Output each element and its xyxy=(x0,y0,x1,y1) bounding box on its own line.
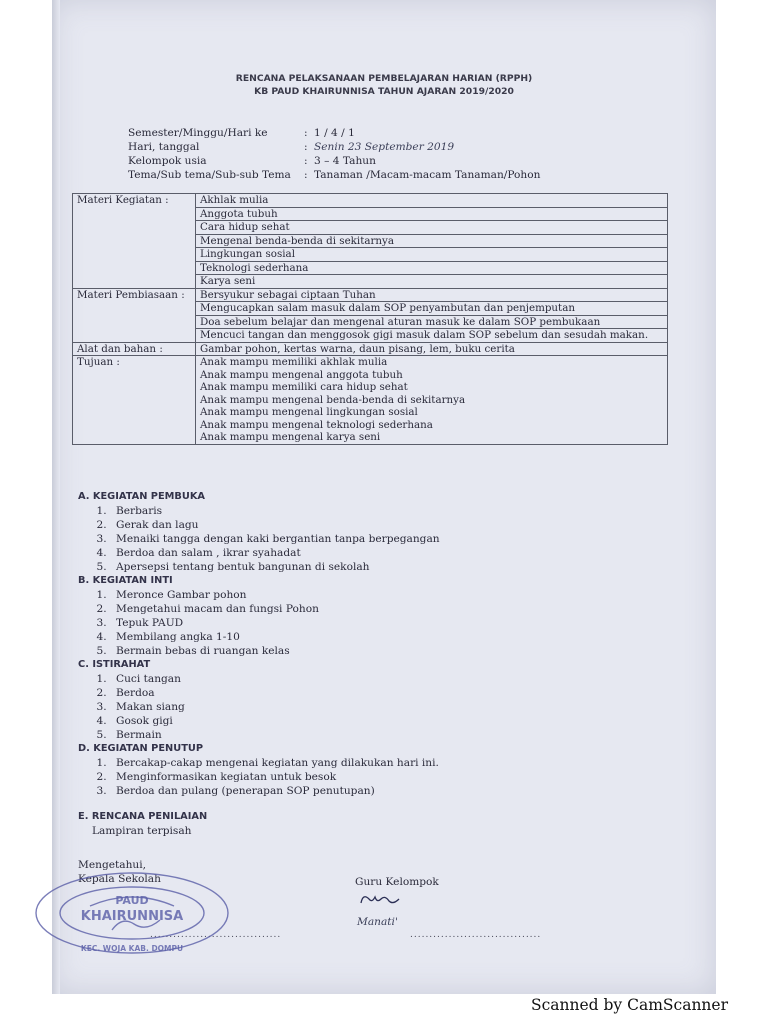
section-block xyxy=(78,742,638,798)
list-item: 3. Tepuk PAUD xyxy=(110,616,638,630)
info-value: Tanaman /Macam-macam Tanaman/Pohon xyxy=(314,169,541,181)
row-label-empty xyxy=(73,431,196,444)
table-row xyxy=(73,248,668,262)
table-row xyxy=(73,431,668,444)
row-label: Materi Pembiasaan : xyxy=(73,288,196,302)
row-value: Anak mampu memiliki cara hidup sehat xyxy=(196,381,668,394)
handwritten-signature xyxy=(355,889,415,911)
row-value: Anak mampu mengenal lingkungan sosial xyxy=(196,406,668,419)
table-row xyxy=(73,221,668,235)
row-label-empty xyxy=(73,381,196,394)
materi-table xyxy=(72,193,668,445)
table-row xyxy=(73,275,668,289)
table-row xyxy=(73,207,668,221)
row-value: Akhlak mulia xyxy=(196,194,668,208)
table-row xyxy=(73,288,668,302)
row-label-empty xyxy=(73,329,196,343)
section-block xyxy=(78,658,638,742)
row-value: Karya seni xyxy=(196,275,668,289)
penilaian-text: Lampiran terpisah xyxy=(92,825,192,837)
table-row xyxy=(73,369,668,382)
list-item: 4. Berdoa dan salam , ikrar syahadat xyxy=(110,546,638,560)
list-item: 5. Apersepsi tentang bentuk bangunan di sekolah xyxy=(110,560,638,574)
list-item: 4. Membilang angka 1-10 xyxy=(110,630,638,644)
list-item: 1. Bercakap-cakap mengenai kegiatan yang dilakukan hari ini. xyxy=(110,756,638,770)
row-value: Doa sebelum belajar dan mengenal aturan masuk ke dalam SOP pembukaan xyxy=(196,315,668,329)
colon: : xyxy=(304,141,308,153)
table-row xyxy=(73,234,668,248)
list-item: 3. Berdoa dan pulang (penerapan SOP penutupan) xyxy=(110,784,638,798)
row-label-empty xyxy=(73,234,196,248)
table-row xyxy=(73,261,668,275)
document-title: RENCANA PELAKSANAAN PEMBELAJARAN HARIAN (RPPH) xyxy=(235,73,533,84)
section-heading: D. KEGIATAN PENUTUP xyxy=(78,743,204,754)
list-item: 4. Gosok gigi xyxy=(110,714,638,728)
guru-name: Manati' xyxy=(357,916,398,928)
signature-line-right: .................................. xyxy=(410,930,542,940)
table-row xyxy=(73,342,668,356)
info-label: Kelompok usia xyxy=(128,155,207,167)
info-label: Semester/Minggu/Hari ke xyxy=(128,127,268,139)
section-list xyxy=(78,504,638,574)
list-item: 5. Bermain bebas di ruangan kelas xyxy=(110,644,638,658)
row-value: Lingkungan sosial xyxy=(196,248,668,262)
list-item: 1. Cuci tangan xyxy=(110,672,638,686)
section-heading: C. ISTIRAHAT xyxy=(78,659,151,670)
table-row xyxy=(73,315,668,329)
table-row xyxy=(73,329,668,343)
row-value: Anak mampu mengenal benda-benda di sekitarnya xyxy=(196,394,668,407)
row-value: Bersyukur sebagai ciptaan Tuhan xyxy=(196,288,668,302)
colon: : xyxy=(304,155,308,167)
row-value: Mencuci tangan dan menggosok gigi masuk dalam SOP sebelum dan sesudah makan. xyxy=(196,329,668,343)
sign-left-line1: Mengetahui, xyxy=(78,859,146,871)
row-label-empty xyxy=(73,207,196,221)
row-label: Materi Kegiatan : xyxy=(73,194,196,208)
info-value: 3 – 4 Tahun xyxy=(314,155,376,167)
row-value: Anak mampu mengenal teknologi sederhana xyxy=(196,419,668,432)
signature-line-left: .................................. xyxy=(150,930,282,940)
school-stamp xyxy=(32,868,237,962)
row-value: Cara hidup sehat xyxy=(196,221,668,235)
row-value: Mengenal benda-benda di sekitarnya xyxy=(196,234,668,248)
list-item: 5. Bermain xyxy=(110,728,638,742)
list-item: 1. Meronce Gambar pohon xyxy=(110,588,638,602)
row-label-empty xyxy=(73,261,196,275)
sign-left-line2: Kepala Sekolah xyxy=(78,873,161,885)
table-row xyxy=(73,394,668,407)
section-heading: E. RENCANA PENILAIAN xyxy=(78,811,208,822)
row-label-empty xyxy=(73,248,196,262)
list-item: 1. Berbaris xyxy=(110,504,638,518)
section-heading: B. KEGIATAN INTI xyxy=(78,575,173,586)
row-label-empty xyxy=(73,315,196,329)
row-value: Mengucapkan salam masuk dalam SOP penyambutan dan penjemputan xyxy=(196,302,668,316)
list-item: 2. Gerak dan lagu xyxy=(110,518,638,532)
list-item: 2. Menginformasikan kegiatan untuk besok xyxy=(110,770,638,784)
row-value: Anak mampu memiliki akhlak mulia xyxy=(196,356,668,369)
sign-right-line1: Guru Kelompok xyxy=(355,876,439,888)
handwritten-date: Senin 23 September 2019 xyxy=(314,141,455,153)
activity-sections xyxy=(78,490,638,838)
row-label: Tujuan : xyxy=(73,356,196,369)
table-row xyxy=(73,406,668,419)
colon: : xyxy=(304,169,308,181)
row-value: Gambar pohon, kertas warna, daun pisang, lem, buku cerita xyxy=(196,342,668,356)
row-label-empty xyxy=(73,221,196,235)
stamp-text-mid: KHAIRUNNISA xyxy=(80,909,184,924)
section-block xyxy=(78,490,638,574)
stamp-text-bottom: KEC. WOJA KAB. DOMPU xyxy=(80,944,184,953)
list-item: 3. Menaiki tangga dengan kaki bergantian tanpa berpegangan xyxy=(110,532,638,546)
list-item: 3. Makan siang xyxy=(110,700,638,714)
section-block xyxy=(78,574,638,658)
row-label-empty xyxy=(73,394,196,407)
table-row xyxy=(73,356,668,369)
document-subtitle: KB PAUD KHAIRUNNISA TAHUN AJARAN 2019/2020 xyxy=(254,86,514,97)
scanner-footer: Scanned by CamScanner xyxy=(530,996,728,1014)
section-heading: A. KEGIATAN PEMBUKA xyxy=(78,491,206,502)
section-list xyxy=(78,672,638,742)
table-row xyxy=(73,302,668,316)
info-value: 1 / 4 / 1 xyxy=(314,127,355,139)
row-label-empty xyxy=(73,406,196,419)
row-label-empty xyxy=(73,275,196,289)
row-label-empty xyxy=(73,302,196,316)
table-row xyxy=(73,381,668,394)
list-item: 2. Mengetahui macam dan fungsi Pohon xyxy=(110,602,638,616)
info-label: Hari, tanggal xyxy=(128,141,200,153)
row-label: Alat dan bahan : xyxy=(73,342,196,356)
stamp-text-top: PAUD xyxy=(115,894,149,907)
row-value: Anak mampu mengenal karya seni xyxy=(196,431,668,444)
signature-right xyxy=(355,875,439,929)
section-list xyxy=(78,756,638,798)
row-value: Anak mampu mengenal anggota tubuh xyxy=(196,369,668,382)
penilaian-block xyxy=(78,810,638,838)
row-label-empty xyxy=(73,369,196,382)
list-item: 2. Berdoa xyxy=(110,686,638,700)
colon: : xyxy=(304,127,308,139)
table-row xyxy=(73,419,668,432)
section-list xyxy=(78,588,638,658)
row-value: Anggota tubuh xyxy=(196,207,668,221)
row-label-empty xyxy=(73,419,196,432)
info-label: Tema/Sub tema/Sub-sub Tema xyxy=(128,169,291,181)
table-row xyxy=(73,194,668,208)
row-value: Teknologi sederhana xyxy=(196,261,668,275)
